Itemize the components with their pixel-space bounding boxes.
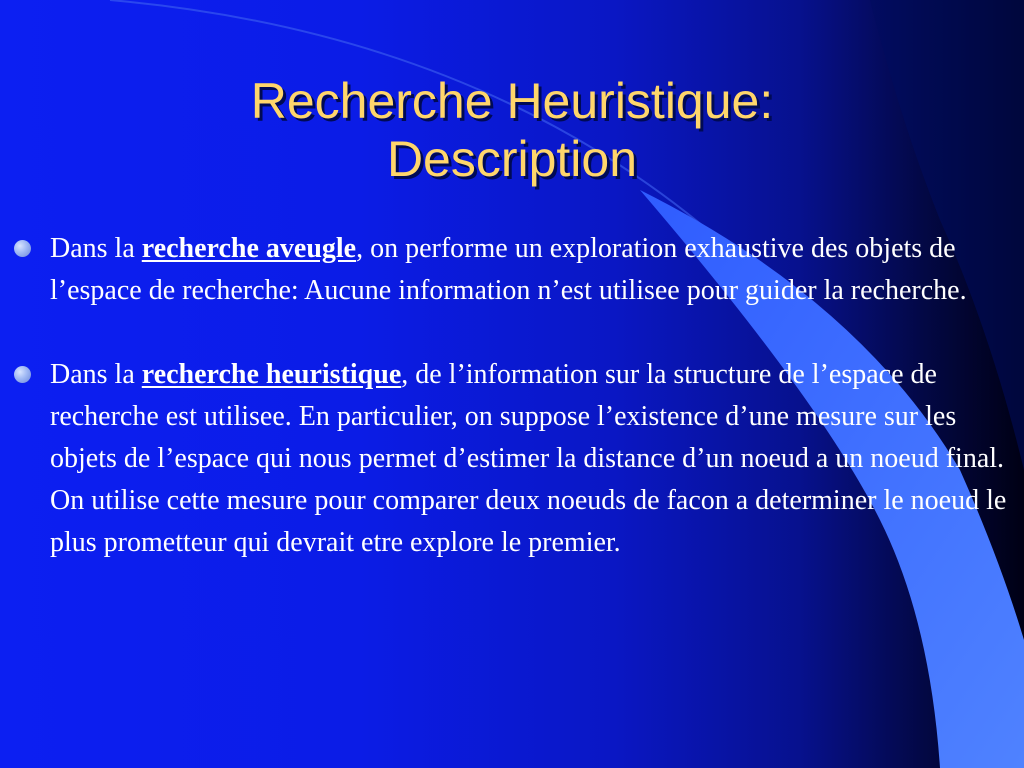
bullet-dot-icon: [14, 240, 31, 257]
term-recherche-aveugle: recherche aveugle: [141, 233, 357, 264]
title-line-2: Description: [386, 131, 638, 187]
bullet-dot-icon: [14, 366, 31, 383]
bullet-item-heuristic-search: [14, 354, 1014, 564]
bullet-text-after: , on performe un exploration exhaustive des objets de l’espace de recherche: Aucune information n’est utilisee pour guider la recherche.: [50, 233, 967, 306]
slide-title: [0, 72, 1024, 188]
bullet-text-after: , de l’information sur la structure de l’espace de recherche est utilisee. En particulier, on suppose l’existence d’une mesure sur les objets de l’espace qui nous permet d’estimer la distance d’un noeud a un noeud final. On utilise cette mesure pour comparer deux noeuds de facon a determiner le noeud le plus prometteur qui devrait etre explore le premier.: [50, 359, 1007, 558]
term-recherche-heuristique: recherche heuristique: [141, 359, 402, 390]
title-line-1: Recherche Heuristique:: [250, 73, 774, 129]
slide-content: [14, 228, 1014, 564]
bullet-item-blind-search: [14, 228, 1014, 312]
bullet-text-before: Dans la: [50, 233, 142, 264]
bullet-text-before: Dans la: [50, 359, 142, 390]
